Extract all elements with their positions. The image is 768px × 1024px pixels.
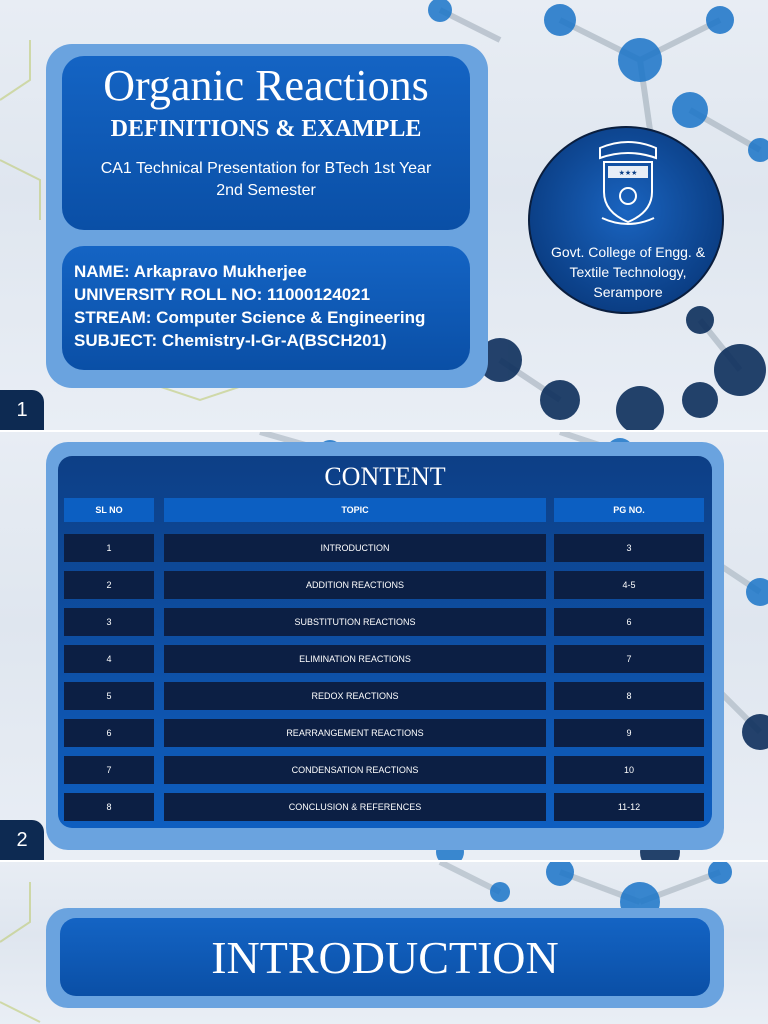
table-header-slno: SL NO: [64, 498, 154, 522]
svg-text:★★★: ★★★: [618, 169, 638, 177]
table-cell-pgno: 3: [554, 534, 704, 562]
intro-title: INTRODUCTION: [60, 918, 710, 996]
slide-number: 1: [0, 390, 44, 430]
table-cell-slno: 3: [64, 608, 154, 636]
table-cell-slno: 7: [64, 756, 154, 784]
table-header-topic: TOPIC: [164, 498, 546, 522]
college-name: Govt. College of Engg. & Textile Technology, Serampore: [550, 244, 706, 300]
college-badge: [528, 126, 724, 314]
table-cell-topic: ELIMINATION REACTIONS: [164, 645, 546, 673]
table-cell-slno: 5: [64, 682, 154, 710]
table-cell-topic: INTRODUCTION: [164, 534, 546, 562]
table-cell-pgno: 7: [554, 645, 704, 673]
slide-number: 2: [0, 820, 44, 860]
table-cell-slno: 4: [64, 645, 154, 673]
table-cell-topic: REDOX REACTIONS: [164, 682, 546, 710]
student-name: NAME: Arkapravo Mukherjee: [74, 262, 307, 281]
stream: STREAM: Computer Science & Engineering: [74, 308, 426, 327]
slide-title: Organic Reactions: [103, 61, 429, 110]
student-info-box: [62, 246, 470, 370]
title-box: [62, 56, 470, 230]
subject: SUBJECT: Chemistry-I-Gr-A(BSCH201): [74, 331, 387, 350]
table-cell-pgno: 4-5: [554, 571, 704, 599]
table-cell-pgno: 11-12: [554, 793, 704, 821]
table-cell-pgno: 9: [554, 719, 704, 747]
table-cell-slno: 2: [64, 571, 154, 599]
slide-2: [0, 432, 768, 860]
table-cell-topic: SUBSTITUTION REACTIONS: [164, 608, 546, 636]
table-cell-topic: CONDENSATION REACTIONS: [164, 756, 546, 784]
table-cell-slno: 6: [64, 719, 154, 747]
slide-1: [0, 0, 768, 430]
table-cell-pgno: 10: [554, 756, 704, 784]
table-cell-topic: CONCLUSION & REFERENCES: [164, 793, 546, 821]
presentation-description: CA1 Technical Presentation for BTech 1st Year 2nd Semester: [100, 160, 432, 199]
table-cell-pgno: 6: [554, 608, 704, 636]
table-cell-topic: REARRANGEMENT REACTIONS: [164, 719, 546, 747]
university-roll: UNIVERSITY ROLL NO: 11000124021: [74, 285, 371, 304]
table-cell-pgno: 8: [554, 682, 704, 710]
crest-icon: [594, 138, 662, 230]
table-cell-slno: 8: [64, 793, 154, 821]
table-header-pgno: PG NO.: [554, 498, 704, 522]
slide-3: [0, 862, 768, 1024]
table-cell-topic: ADDITION REACTIONS: [164, 571, 546, 599]
table-cell-slno: 1: [64, 534, 154, 562]
slide-subtitle: DEFINITIONS & EXAMPLE: [110, 116, 422, 142]
content-title: CONTENT: [324, 462, 446, 491]
content-table-box: [58, 456, 712, 828]
